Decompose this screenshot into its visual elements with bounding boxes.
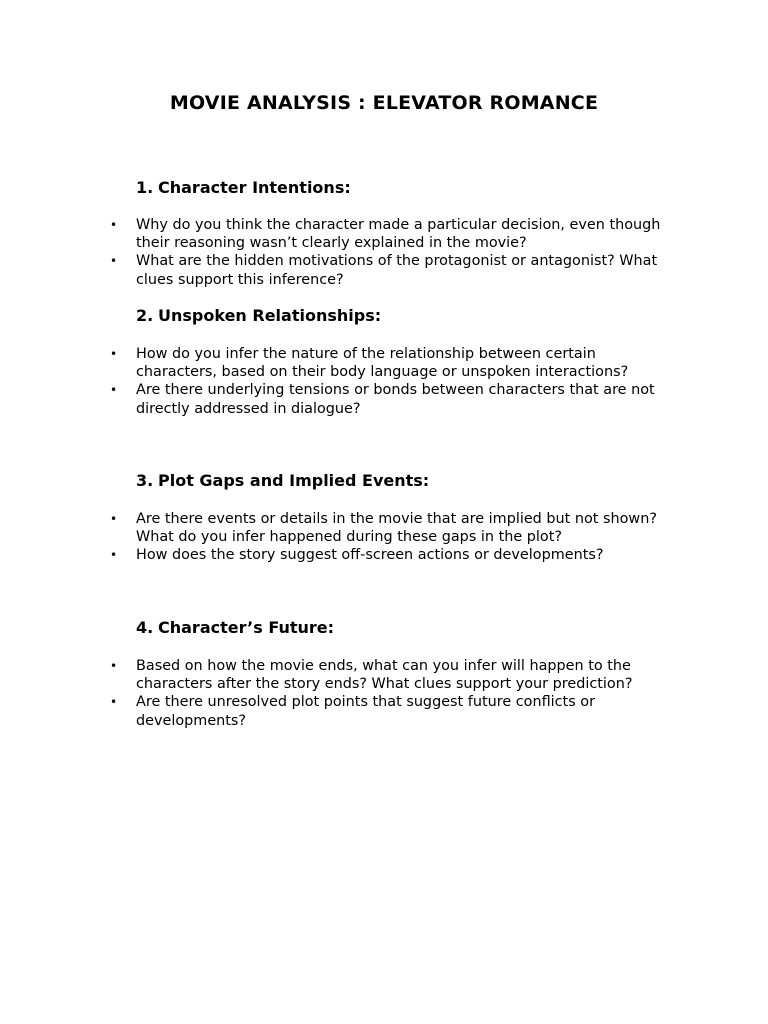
section-title: Character’s Future: [158, 618, 335, 637]
list-item [0, 381, 666, 417]
bullet-text: Are there events or details in the movie that are implied but not shown? What do you infer happened during these gaps in the plot? [136, 511, 657, 546]
section-title: Character Intentions: [158, 178, 351, 197]
bullet-text: How do you infer the nature of the relationship between certain characters, based on their body language or unspoken interactions? [136, 346, 629, 381]
bullet-icon: • [110, 254, 118, 269]
bullet-icon: • [110, 659, 118, 673]
section-heading-character-intentions [136, 178, 351, 197]
bullet-icon: • [110, 548, 118, 563]
section-number: 1. [136, 178, 154, 197]
bullet-text: Why do you think the character made a particular decision, even though their reasoning wasn’t clearly explained in the movie? [136, 217, 661, 252]
list-item [0, 510, 666, 546]
bullet-icon: • [110, 512, 118, 526]
bullet-list-unspoken-relationships [0, 345, 768, 418]
bullet-text: Are there underlying tensions or bonds between characters that are not directly addressed in dialogue? [136, 382, 655, 417]
list-item [0, 345, 666, 381]
bullet-icon: • [110, 383, 118, 398]
list-item [0, 693, 666, 729]
section-title: Unspoken Relationships: [158, 306, 382, 325]
bullet-text: Based on how the movie ends, what can you infer will happen to the characters after the story ends? What clues support your prediction? [136, 658, 633, 693]
section-heading-character-future [136, 618, 334, 637]
section-number: 4. [136, 618, 154, 637]
bullet-text: How does the story suggest off-screen actions or developments? [136, 547, 604, 564]
section-heading-plot-gaps [136, 471, 429, 490]
section-title: Plot Gaps and Implied Events: [158, 471, 430, 490]
list-item [0, 252, 666, 288]
bullet-icon: • [110, 347, 118, 361]
bullet-icon: • [110, 695, 118, 710]
bullet-icon: • [110, 218, 118, 232]
list-item [0, 546, 666, 564]
document-title: MOVIE ANALYSIS : ELEVATOR ROMANCE [169, 92, 599, 114]
section-number: 2. [136, 306, 154, 325]
bullet-text: Are there unresolved plot points that suggest future conflicts or developments? [136, 694, 595, 729]
bullet-list-character-intentions [0, 216, 768, 289]
list-item [0, 216, 666, 252]
section-number: 3. [136, 471, 154, 490]
section-heading-unspoken-relationships [136, 306, 381, 325]
bullet-list-character-future [0, 657, 768, 730]
list-item [0, 657, 666, 693]
bullet-text: What are the hidden motivations of the protagonist or antagonist? What clues support this inference? [136, 253, 658, 288]
bullet-list-plot-gaps [0, 510, 768, 565]
